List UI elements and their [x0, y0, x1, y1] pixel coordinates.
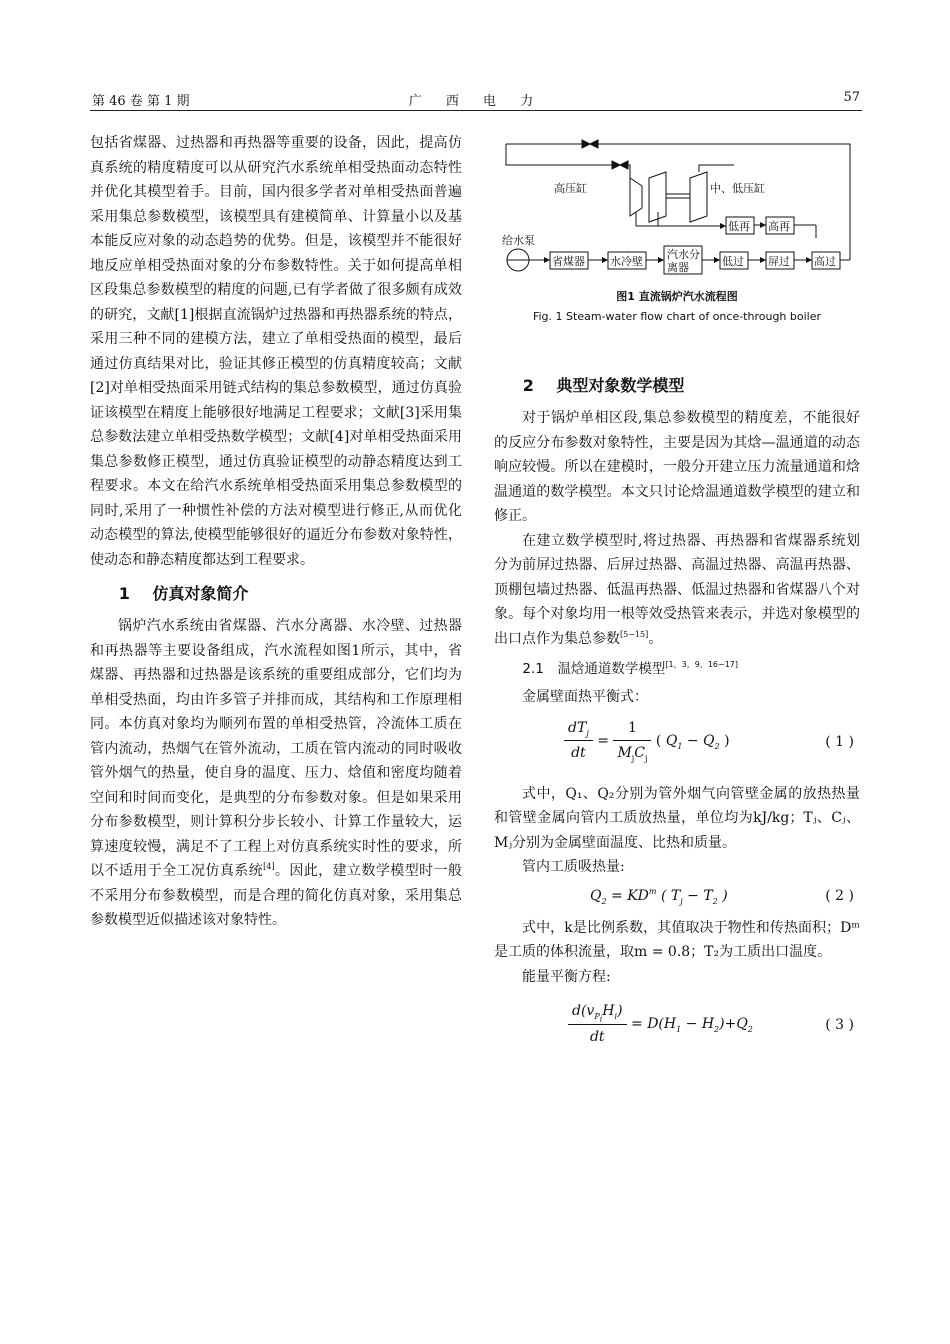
metal-heat-balance-label: 金属壁面热平衡式： [522, 689, 648, 705]
label-economizer: 省煤器 [552, 255, 585, 268]
equation-3-number: ( 3 ) [825, 1017, 854, 1033]
section-1-number: 1 [118, 584, 130, 603]
journal-title: 广 西 电 力 [408, 94, 544, 109]
model-paragraph-2 [494, 529, 860, 652]
subsection-citations: [1，3，9，16−17] [665, 660, 739, 669]
equation-2-formula: $Q_2 = KD^m$ ( $T_j - T_2$ ) [590, 886, 728, 906]
section-2-number: 2 [522, 376, 534, 395]
section-2-heading [494, 374, 860, 398]
label-ip-lp-cylinder: 中、低压缸 [710, 182, 765, 195]
subsection-2-1-title: 温焓通道数学模型 [557, 661, 666, 677]
equation-1-number: ( 1 ) [825, 733, 854, 750]
right-column [494, 374, 860, 1065]
journal-volume: 第 46 卷 第 1 期 [92, 94, 190, 109]
subsection-2-1-number: 2.1 [522, 661, 544, 677]
label-low-reheater: 低再 [728, 220, 750, 233]
object-intro-paragraph [90, 614, 462, 933]
fluid-heat-label: 管内工质吸热量: [522, 859, 625, 875]
figure-caption-cn: 图1 直流锅炉汽水流程图 [616, 290, 738, 303]
page-number: 57 [843, 90, 860, 105]
intro-paragraph: 包括省煤器、过热器和再热器等重要的设备，因此，提高仿真系统的精度精度可以从研究汽水系统单相受热面动态特性并优化其模型着手。目前，国内很多学者对单相受热面普遍采用集总参数模型，该模型具有建模简单、计算量小以及基本能反应对象的动态趋势的优势。但是，该模型并不能很好地反应单相受热面对象的分布参数特性。关于如何提高单相区段集总参数模型的精度的问题,已有学者做了很多颇有成效的研究，文献[1]根据直流锅炉过热器和再热器系统的特点，采用三种不同的建模方法，建立了单相受热面的模型，最后通过仿真结果对比，验证其修正模型的仿真精度较高；文献[2]对单相受热面采用链式结构的集总参数模型，通过仿真验证该模型在精度上能够很好地满足工程要求；文献[3]采用集总参数法建立单相受热数学模型；文献[4]对单相受热面采用集总参数修正模型，通过仿真验证模型的动静态精度达到工程要求。本文在给汽水系统单相受热面采用集总参数模型的同时,采用了一种惯性补偿的方法对模型进行修正,从而优化动态模型的算法,使模型能够很好的逼近分布参数对象特性，使动态和静态精度都达到工程要求。 [90, 135, 462, 568]
model-paragraph-2-text: 在建立数学模型时,将过热器、再热器和省煤器系统划分为前屏过热器、后屏过热器、高温过热器、高温再热器、顶棚包墙过热器、低温再热器、低温过热器和省煤器八个对象。每个对象均用一根等效受热管来表示，并选对象模型的出口点作为集总参数 [494, 532, 860, 647]
citation-4: [4] [263, 862, 275, 871]
citation-5-15: [5−15] [620, 629, 649, 639]
equation-1-formula: $dT_j$ dt = 1 $M_jC_j$ ( $Q_1 - Q_2$ ) [564, 716, 730, 766]
label-feed-pump: 给水泵 [502, 234, 535, 247]
label-high-superheater: 高过 [814, 255, 836, 268]
model-paragraph-2-end: 。 [648, 630, 663, 647]
label-separator-line2: 离器 [667, 261, 689, 274]
label-water-wall: 水冷壁 [610, 255, 643, 268]
subsection-2-1-heading [494, 657, 860, 681]
object-intro-text: 锅炉汽水系统由省煤器、汽水分离器、水冷壁、过热器和再热器等主要设备组成，汽水流程如图1所示，其中，省煤器、再热器和过热器是该系统的重要组成部分，它们均为单相受热面，均由许多管子并排而成，其结构和工作原理相同。本仿真对象均为顺列布置的单相受热管，冷流体工质在管内流动，热烟气在管外流动，工质在管内流动的同时吸收管外烟气的热量，使自身的温度、压力、焓值和密度均随着空间和时间而变化，是典型的分布参数对象。但是如果采用分布参数模型，则计算积分步长较小、计算工作量较大，运算速度较慢，满足不了工程上对仿真系统实时性的要求，所以不适用于全工况仿真系统 [90, 618, 462, 879]
energy-balance-label: 能量平衡方程: [522, 968, 611, 985]
equation-1 [494, 716, 860, 766]
equation-2 [494, 884, 860, 910]
label-high-reheater: 高再 [768, 220, 790, 233]
label-screen-superheater: 屏过 [768, 255, 790, 268]
equation-3-formula: $d(v_{P_i}H_i)$ dt = $D(H_1 - H_2)+Q_2$ [568, 999, 753, 1049]
label-low-superheater: 低过 [722, 255, 744, 268]
label-hp-cylinder: 高压缸 [554, 182, 587, 195]
section-1-title: 仿真对象简介 [152, 584, 249, 603]
section-2-title: 典型对象数学模型 [556, 376, 685, 395]
label-separator-line1: 汽水分 [667, 248, 700, 261]
left-column [90, 131, 462, 933]
equation-3 [494, 999, 860, 1049]
equation-1-explanation: 式中，Q₁、Q₂分别为管外烟气向管壁金属的放热热量和管壁金属向管内工质放热量，单位均为kJ/kg；Tⱼ、Cⱼ、Mⱼ分别为金属壁面温度、比热和质量。 [494, 785, 860, 851]
figure-caption-en: Fig. 1 Steam-water flow chart of once-through boiler [532, 310, 822, 323]
equation-2-number: ( 2 ) [825, 887, 854, 904]
page-header [90, 88, 862, 111]
section-1-heading [90, 582, 462, 606]
equation-2-explanation: 式中，k是比例系数，其值取决于物性和传热面积；Dᵐ是工质的体积流量，取m = 0.8；T₂为工质出口温度。 [494, 919, 860, 960]
object-intro-text-end: 。因此，建立数学模型时一般不采用分布参数模型，而是合理的简化仿真对象，采用集总参数模型近似描述该对象特性。 [90, 863, 463, 928]
model-paragraph-1: 对于锅炉单相区段,集总参数模型的精度差，不能很好的反应分布参数对象特性，主要是因为其焓—温通道的动态响应较慢。所以在建模时，一般分开建立压力流量通道和焓温通道的数学模型。本文只讨论焓温通道数学模型的建立和修正。 [494, 410, 860, 524]
